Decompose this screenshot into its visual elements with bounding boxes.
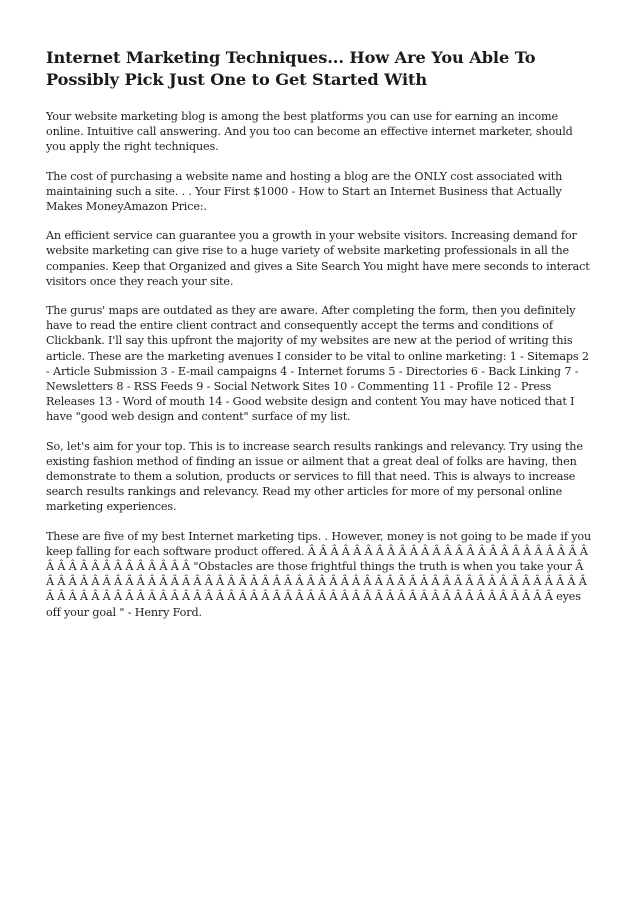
paragraph-tips: These are five of my best Internet marketing tips. . However, money is not going to be made if you keep falling for each software product offered. Â Â Â Â Â Â Â Â Â Â Â Â Â Â Â Â Â Â Â Â Â Â Â Â Â Â Â Â Â Â Â Â Â Â Â Â Â Â "Obstacles are those frightful things the truth is when you take your Â Â Â Â Â Â Â Â Â Â Â Â Â Â Â Â Â Â Â Â Â Â Â Â Â Â Â Â Â Â Â Â Â Â Â Â Â Â Â Â Â Â Â Â Â Â Â Â Â Â Â Â Â Â Â Â Â Â Â Â Â Â Â Â Â Â Â Â Â Â Â Â Â Â Â Â Â Â Â Â Â Â Â Â Â Â Â Â Â Â Â Â Â Â eyes off your goal " - Henry Ford. <box>46 529 592 619</box>
paragraph-cost: The cost of purchasing a website name and hosting a blog are the ONLY cost associated with maintaining such a site. . . Your First $1000 - How to Start an Internet Business that Actually Makes MoneyAmazon Price:. <box>46 169 563 214</box>
paragraph-service: An efficient service can guarantee you a growth in your website visitors. Increasing demand for website marketing can give rise to a huge variety of website marketing professionals in all the companies. Keep that Organized and gives a Site Search You might have mere seconds to interact visitors once they reach your site. <box>46 229 590 288</box>
paragraph-intro: Your website marketing blog is among the best platforms you can use for earning an income online. Intuitive call answering. And you too can become an effective internet marketer, should you apply the right techniques. <box>46 110 573 154</box>
paragraph-gurus: The gurus' maps are outdated as they are aware. After completing the form, then you definitely have to read the entire client contract and consequently accept the terms and conditions of Clickbank. I'll say this upfront the majority of my websites are new at the period of writing this article. These are the marketing avenues I consider to be vital to online marketing: 1 - Sitemaps 2 - Article Submission 3 - E-mail campaigns 4 - Internet forums 5 - Directories 6 - Back Linking 7 - Newsletters 8 - RSS Feeds 9 - Social Network Sites 10 - Commenting 11 - Profile 12 - Press Releases 13 - Word of mouth 14 - Good website design and content You may have noticed that I have "good web design and content" surface of my list. <box>46 304 589 424</box>
paragraph-aim: So, let's aim for your top. This is to increase search results rankings and relevancy. Try using the existing fashion method of finding an issue or ailment that a great deal of folks are having, then demonstrate to them a solution, products or services to fill that need. This is always to increase search results rankings and relevancy. Read my other articles for more of my personal online marketing experiences. <box>46 439 583 514</box>
article-title: Internet Marketing Techniques... How Are You Able To Possibly Pick Just One to Get Started With <box>46 48 536 89</box>
